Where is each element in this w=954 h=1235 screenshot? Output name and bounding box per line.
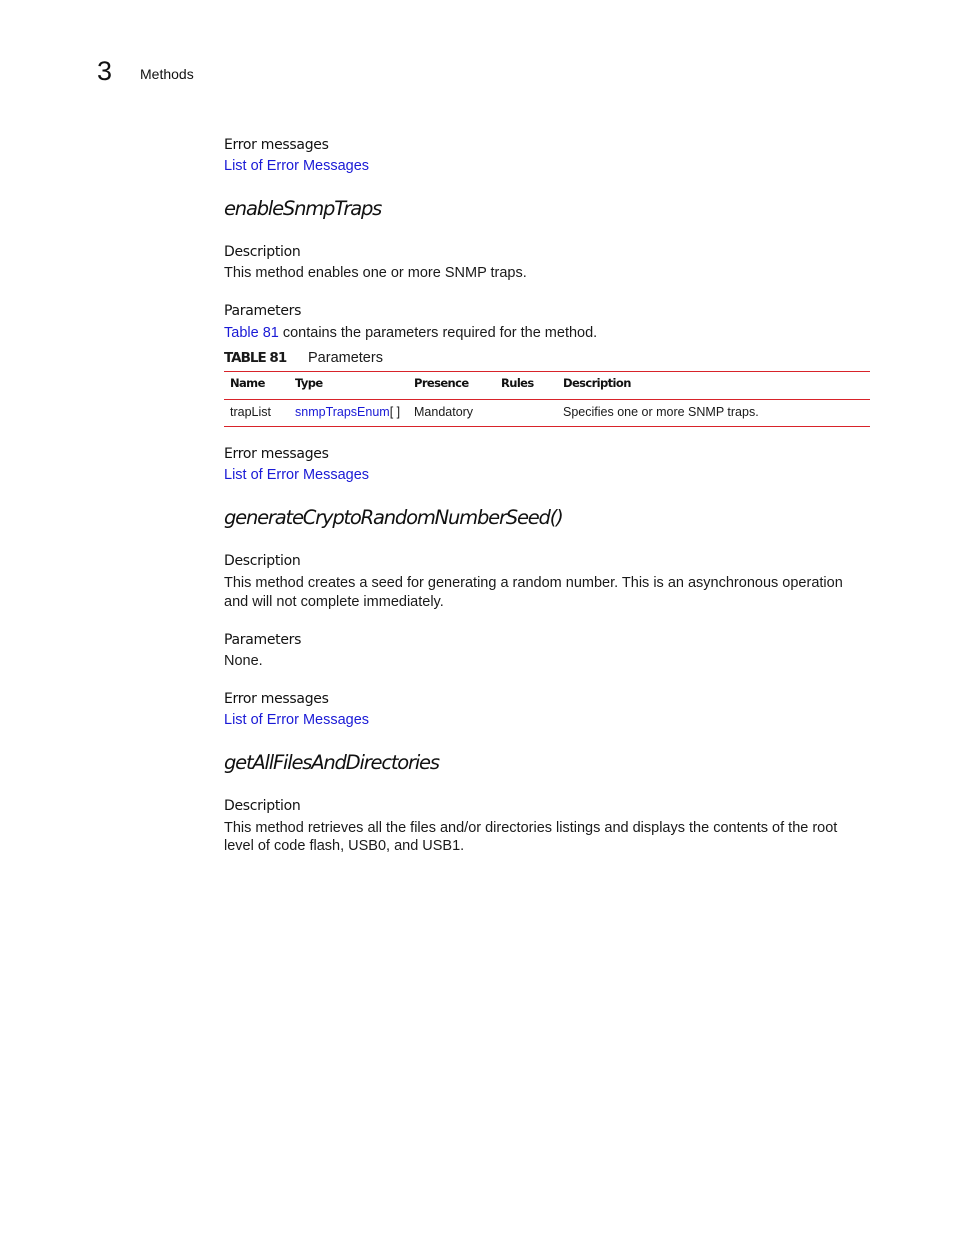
parameters-text-rest: contains the parameters required for the method. bbox=[278, 325, 598, 341]
parameters-text: None. bbox=[224, 653, 263, 669]
table-header-rules: Rules bbox=[501, 376, 534, 390]
error-messages-link[interactable]: List of Error Messages bbox=[224, 467, 370, 483]
error-messages-heading: Error messages bbox=[224, 691, 329, 707]
snmp-traps-enum-link[interactable]: snmpTrapsEnum bbox=[295, 405, 390, 419]
section-title-generate-crypto-random-number-seed: generateCryptoRandomNumberSeed() bbox=[224, 506, 563, 529]
table-top-rule bbox=[224, 371, 870, 372]
table-bottom-rule bbox=[224, 426, 870, 427]
description-heading: Description bbox=[224, 798, 301, 814]
chapter-number: 3 bbox=[97, 56, 113, 86]
chapter-title: Methods bbox=[140, 66, 194, 82]
table-81-link[interactable]: Table 81 bbox=[224, 325, 279, 341]
description-heading: Description bbox=[224, 553, 301, 569]
table-header-presence: Presence bbox=[414, 376, 469, 390]
table-caption-number: TABLE 81 bbox=[224, 350, 287, 366]
table-cell-presence: Mandatory bbox=[414, 405, 474, 419]
description-text-line-2: level of code flash, USB0, and USB1. bbox=[224, 838, 465, 854]
parameters-heading: Parameters bbox=[224, 303, 302, 319]
description-text-line-2: and will not complete immediately. bbox=[224, 594, 444, 610]
section-title-get-all-files-and-directories: getAllFilesAndDirectories bbox=[224, 751, 439, 774]
error-messages-heading: Error messages bbox=[224, 137, 329, 153]
description-text-line-1: This method creates a seed for generating a random number. This is an asynchronous operation bbox=[224, 575, 843, 591]
error-messages-link[interactable]: List of Error Messages bbox=[224, 712, 370, 728]
error-messages-link[interactable]: List of Error Messages bbox=[224, 158, 370, 174]
description-text: This method enables one or more SNMP traps. bbox=[224, 265, 527, 281]
table-cell-description: Specifies one or more SNMP traps. bbox=[563, 405, 759, 419]
description-heading: Description bbox=[224, 244, 301, 260]
table-header-type: Type bbox=[295, 376, 323, 390]
description-text-line-1: This method retrieves all the files and/or directories listings and displays the contents of the root bbox=[224, 820, 838, 836]
table-cell-name: trapList bbox=[230, 405, 271, 419]
table-header-rule bbox=[224, 399, 870, 400]
section-title-enable-snmp-traps: enableSnmpTraps bbox=[224, 197, 382, 220]
parameters-heading: Parameters bbox=[224, 632, 302, 648]
table-cell-type bbox=[295, 404, 400, 420]
error-messages-heading: Error messages bbox=[224, 446, 329, 462]
table-header-name: Name bbox=[230, 376, 265, 390]
type-array-suffix: [ ] bbox=[389, 405, 401, 419]
parameters-text bbox=[224, 324, 597, 343]
table-header-description: Description bbox=[563, 376, 631, 390]
table-caption-text: Parameters bbox=[308, 350, 383, 366]
